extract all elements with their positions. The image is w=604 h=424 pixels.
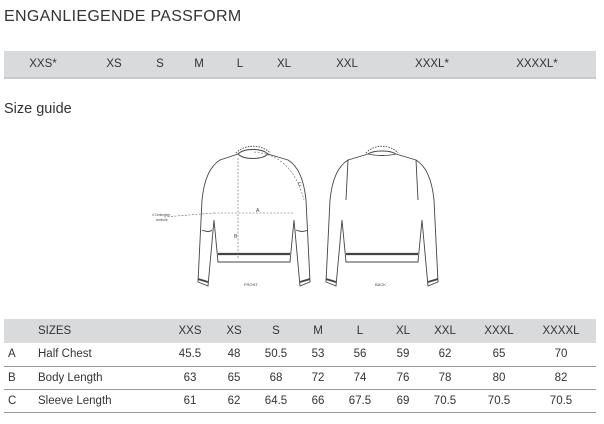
table-cell: 64.5 (264, 394, 288, 407)
front-label: FRONT (244, 282, 258, 287)
size-option-xxl[interactable]: XXL (336, 58, 358, 70)
size-option-l[interactable]: L (236, 58, 244, 70)
size-option-xl[interactable]: XL (276, 58, 292, 70)
size-option-xxxxl[interactable]: XXXXL* (516, 58, 558, 70)
table-cell: 69 (396, 394, 410, 407)
table-cell: 62 (438, 348, 452, 361)
row-label: Sleeve Length (38, 394, 112, 407)
table-cell: 48 (227, 348, 241, 361)
sweatshirt-drawing (150, 140, 450, 295)
header-size: XS (226, 325, 242, 337)
table-cell: 66 (311, 394, 325, 407)
armhole-note-line2: armhole (156, 218, 168, 222)
row-label: Half Chest (38, 348, 92, 361)
size-selector-bar (4, 51, 596, 79)
table-cell: 61 (183, 394, 197, 407)
table-cell: 76 (396, 371, 410, 384)
row-label: Body Length (38, 371, 103, 384)
header-size: XXS (178, 325, 202, 337)
table-cell: 70 (554, 348, 568, 361)
size-option-m[interactable]: M (194, 58, 204, 70)
table-cell: 62 (227, 394, 241, 407)
table-cell: 82 (554, 371, 568, 384)
row-key: B (8, 371, 16, 384)
table-cell: 63 (183, 371, 197, 384)
table-cell: 68 (269, 371, 283, 384)
table-cell: 67.5 (348, 394, 372, 407)
page-title: ENGANLIEGENDE PASSFORM (4, 8, 242, 25)
table-cell: 72 (311, 371, 325, 384)
table-cell: 70.5 (549, 394, 573, 407)
row-key: C (8, 394, 17, 407)
header-sizes: SIZES (38, 325, 72, 337)
mark-b: B (234, 234, 238, 240)
table-cell: 70.5 (433, 394, 457, 407)
size-guide-heading: Size guide (4, 101, 72, 117)
table-cell: 70.5 (487, 394, 511, 407)
header-size: XXXL (484, 325, 514, 337)
mark-a: A (256, 208, 260, 214)
front-sweatshirt (198, 146, 310, 286)
table-row-half-chest (4, 343, 596, 366)
back-label: BACK (375, 282, 386, 287)
armhole-note-line1: 4 Centimeter (152, 213, 171, 217)
table-cell: 56 (353, 348, 367, 361)
row-key: A (8, 348, 16, 361)
table-cell: 50.5 (264, 348, 288, 361)
size-option-xs[interactable]: XS (106, 58, 122, 70)
table-cell: 53 (311, 348, 325, 361)
header-size: M (313, 325, 323, 337)
table-header-row (4, 319, 596, 343)
size-measurement-table (4, 319, 596, 413)
header-size: XXL (434, 325, 456, 337)
table-cell: 45.5 (178, 348, 202, 361)
size-option-s[interactable]: S (156, 58, 164, 70)
mark-c: C (298, 182, 302, 188)
size-option-xxxl[interactable]: XXXL* (415, 58, 449, 70)
table-cell: 59 (396, 348, 410, 361)
table-row-sleeve-length (4, 389, 596, 412)
table-cell: 65 (492, 348, 506, 361)
table-row-body-length (4, 366, 596, 389)
header-size: L (356, 325, 364, 337)
table-cell: 80 (492, 371, 506, 384)
header-size: S (272, 325, 280, 337)
table-cell: 74 (353, 371, 367, 384)
back-sweatshirt (326, 146, 438, 286)
header-size: XL (395, 325, 411, 337)
sweatshirt-illustration (150, 140, 450, 295)
table-cell: 65 (227, 371, 241, 384)
header-size: XXXXL (542, 325, 580, 337)
size-option-xxs[interactable]: XXS* (29, 58, 57, 70)
table-cell: 78 (438, 371, 452, 384)
